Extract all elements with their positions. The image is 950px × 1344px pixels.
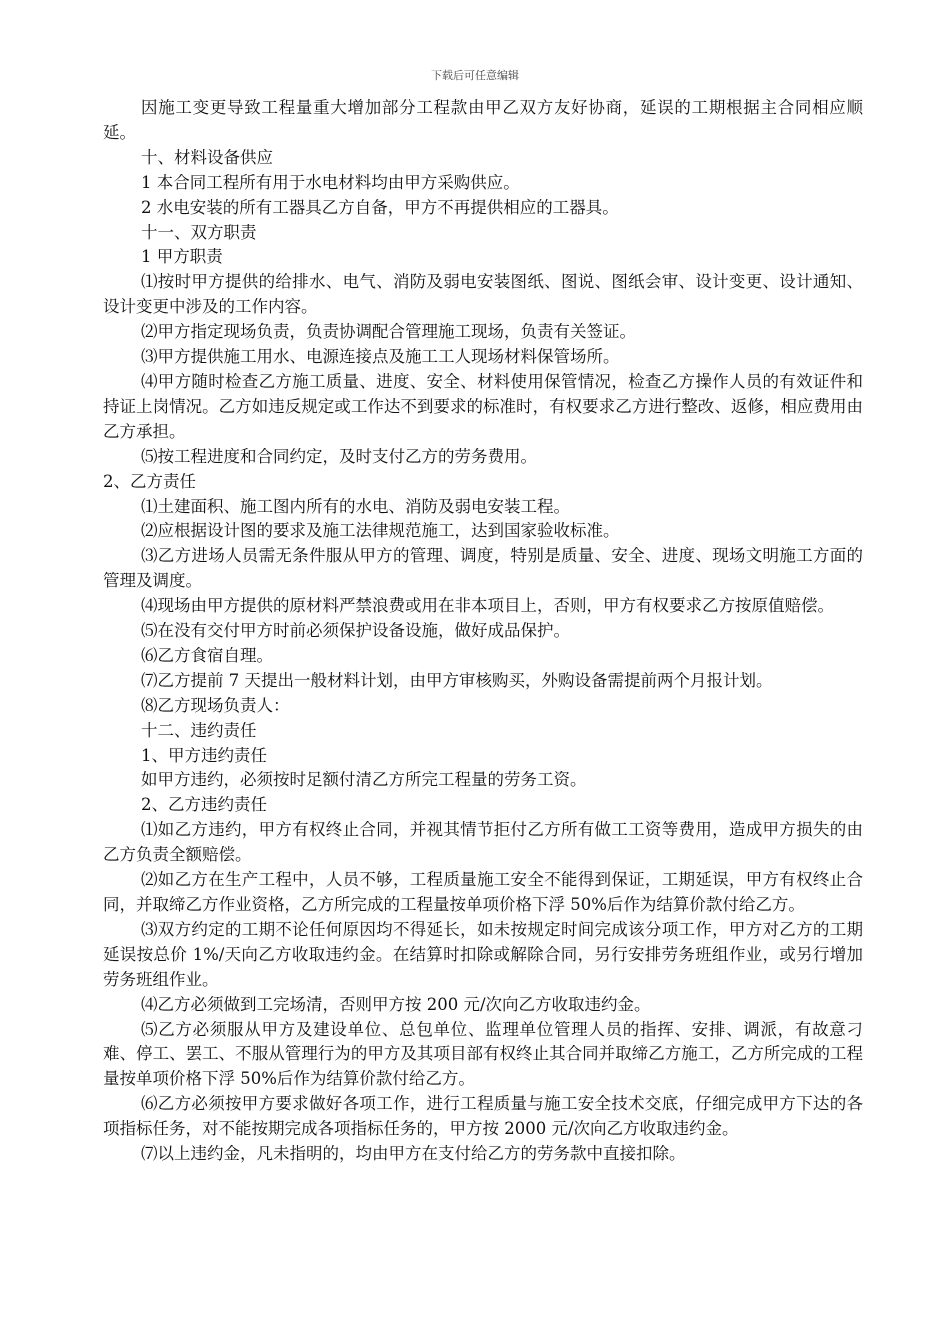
paragraph: 十一、双方职责	[141, 222, 257, 242]
paragraph: ⑶乙方进场人员需无条件服从甲方的管理、调度，特别是质量、安全、进度、现场文明施工方面的管理及调度。	[103, 546, 863, 591]
paragraph: ⑸乙方必须服从甲方及建设单位、总包单位、监理单位管理人员的指挥、安排、调派，有故意刁难、停工、罢工、不服从管理行为的甲方及其项目部有权终止其合同并取缔乙方施工，乙方所完成的工程量按单项价格下浮 50%后作为结算价款付给乙方。	[103, 1019, 863, 1089]
paragraph: ⑸按工程进度和合同约定，及时支付乙方的劳务费用。	[141, 446, 537, 466]
paragraph: ⑷甲方随时检查乙方施工质量、进度、安全、材料使用保管情况，检查乙方操作人员的有效证件和持证上岗情况。乙方如违反规定或工作达不到要求的标准时，有权要求乙方进行整改、返修，相应费用由乙方承担。	[103, 371, 863, 441]
paragraph: ⑶双方约定的工期不论任何原因均不得延长，如未按规定时间完成该分项工作，甲方对乙方的工期延误按总价 1%/天向乙方收取违约金。在结算时扣除或解除合同，另行安排劳务班组作业，或另行增加劳务班组作业。	[103, 919, 863, 989]
paragraph: ⑷乙方必须做到工完场清，否则甲方按 200 元/次向乙方收取违约金。	[141, 994, 651, 1014]
paragraph: 十、材料设备供应	[141, 147, 273, 167]
paragraph: 如甲方违约，必须按时足额付清乙方所完工程量的劳务工资。	[141, 770, 587, 790]
paragraph: 2、乙方责任	[103, 471, 196, 491]
paragraph: ⑸在没有交付甲方时前必须保护设备设施，做好成品保护。	[141, 621, 570, 641]
paragraph: 因施工变更导致工程量重大增加部分工程款由甲乙双方友好协商，延误的工期根据主合同相应顺延。	[103, 98, 863, 142]
paragraph: ⑺乙方提前 7 天提出一般材料计划，由甲方审核购买，外购设备需提前两个月报计划。	[141, 670, 773, 690]
paragraph: 十二、违约责任	[141, 720, 257, 740]
paragraph: ⑷现场由甲方提供的原材料严禁浪费或用在非本项目上，否则，甲方有权要求乙方按原值赔偿。	[141, 596, 834, 616]
paragraph: ⑹乙方必须按甲方要求做好各项工作，进行工程质量与施工安全技术交底，仔细完成甲方下达的各项指标任务，对不能按期完成各项指标任务的，甲方按 2000 元/次向乙方收取违约金。	[103, 1094, 863, 1139]
paragraph: 1 甲方职责	[141, 247, 223, 267]
paragraph: ⑴按时甲方提供的给排水、电气、消防及弱电安装图纸、图说、图纸会审、设计变更、设计通知、设计变更中涉及的工作内容。	[103, 272, 863, 317]
paragraph: ⑵应根据设计图的要求及施工法律规范施工，达到国家验收标准。	[141, 521, 620, 541]
paragraph: ⑻乙方现场负责人：	[141, 695, 290, 715]
paragraph: 2 水电安装的所有工器具乙方自备，甲方不再提供相应的工器具。	[141, 197, 619, 217]
paragraph: 1、甲方违约责任	[141, 745, 267, 765]
paragraph: 2、乙方违约责任	[141, 795, 267, 815]
paragraph: ⑹乙方食宿自理。	[141, 645, 273, 665]
paragraph: ⑴如乙方违约，甲方有权终止合同，并视其情节拒付乙方所有做工工资等费用，造成甲方损失的由乙方负责全额赔偿。	[103, 820, 863, 865]
document-body	[103, 96, 863, 1167]
paragraph: ⑵甲方指定现场负责，负责协调配合管理施工现场，负责有关签证。	[141, 322, 636, 342]
page-header: 下载后可任意编辑	[431, 69, 519, 82]
paragraph: ⑶甲方提供施工用水、电源连接点及施工工人现场材料保管场所。	[141, 347, 620, 367]
paragraph: ⑵如乙方在生产工程中，人员不够，工程质量施工安全不能得到保证，工期延误，甲方有权终止合同，并取缔乙方作业资格，乙方所完成的工程量按单项价格下浮 50%后作为结算价款付给乙方。	[103, 870, 863, 914]
paragraph: 1 本合同工程所有用于水电材料均由甲方采购供应。	[141, 172, 520, 192]
paragraph: ⑴土建面积、施工图内所有的水电、消防及弱电安装工程。	[141, 496, 570, 516]
paragraph: ⑺以上违约金，凡未指明的，均由甲方在支付给乙方的劳务款中直接扣除。	[141, 1144, 686, 1164]
